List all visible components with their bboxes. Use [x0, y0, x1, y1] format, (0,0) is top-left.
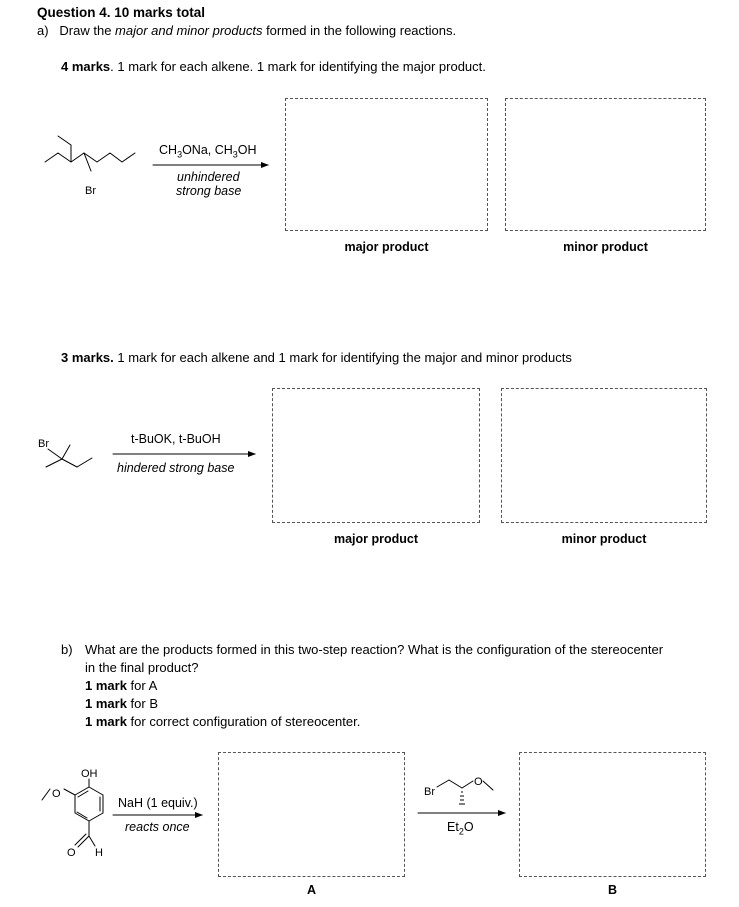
reaction2-marks-text: 1 mark for each alkene and 1 mark for identifying the major and minor products	[113, 350, 572, 365]
step1-condition: reacts once	[125, 820, 190, 834]
reaction1-substrate	[45, 136, 135, 171]
step1-reagent: NaH (1 equiv.)	[118, 796, 198, 810]
mark-a-bold: 1 mark	[85, 678, 127, 693]
reaction2-condition: hindered strong base	[117, 461, 235, 475]
mark-a-text: for A	[126, 678, 158, 693]
reaction1-condition-line2: strong base	[176, 184, 242, 198]
mark-b-text: for B	[126, 696, 158, 711]
product-b-label: B	[607, 883, 618, 897]
part-b-label: b)	[61, 642, 73, 657]
part-a-label: a)	[37, 23, 49, 38]
reaction1-br-atom: Br	[85, 185, 96, 197]
part-a-prompt-end: formed in the following reactions.	[262, 23, 457, 38]
vanillin-methoxy-o-atom: O	[52, 788, 61, 800]
mark-b-bold: 1 mark	[85, 696, 127, 711]
reagent1-sub2: 3	[232, 149, 238, 160]
reagent1-mid: ONa, CH	[182, 143, 233, 157]
mark-c-text: for correct configuration of stereocenter.	[126, 714, 361, 729]
vanillin-oh-atom: OH	[81, 768, 98, 780]
product-a-label: A	[306, 883, 317, 897]
reaction2-minor-label: minor product	[561, 532, 647, 546]
reaction2-br-atom: Br	[38, 438, 49, 450]
vanillin-aldehyde-h-atom: H	[95, 847, 103, 859]
reaction2-major-label: major product	[333, 532, 419, 546]
epoxide-o-atom: O	[474, 776, 483, 788]
part-a-prompt-start: Draw the	[59, 23, 116, 38]
reagent1-oh: OH	[237, 143, 257, 157]
part-b-prompt-line1: What are the products formed in this two-step reaction? What is the configuration of the stereocenter	[85, 642, 664, 657]
solvent-et: Et	[447, 820, 459, 834]
reaction2-reagent: t-BuOK, t-BuOH	[131, 432, 221, 446]
reaction2-marks-bold: 3 marks.	[61, 350, 114, 365]
reaction1-minor-label: minor product	[563, 240, 648, 254]
reaction2-substrate	[46, 445, 92, 467]
reagent1-sub1: 3	[177, 149, 183, 160]
reaction1-major-label: major product	[344, 240, 429, 254]
part-a-prompt-emphasis: major and minor products	[115, 23, 263, 38]
epoxide-reagent	[437, 780, 493, 790]
epoxide-br-atom: Br	[424, 786, 435, 798]
reaction1-marks-text: . 1 mark for each alkene. 1 mark for identifying the major product.	[110, 59, 486, 74]
solvent-sub: 2	[458, 826, 464, 837]
reaction1-condition-line1: unhindered	[177, 170, 240, 184]
solvent-o: O	[463, 820, 474, 834]
question-title: Question 4. 10 marks total	[37, 5, 206, 20]
reagent1-ch: CH	[159, 143, 178, 157]
vanillin-aldehyde-o-atom: O	[67, 847, 76, 859]
part-b-prompt-line2: in the final product?	[85, 660, 199, 675]
hashed-wedge	[459, 792, 465, 804]
reaction1-marks-bold: 4 marks	[61, 59, 111, 74]
mark-c-bold: 1 mark	[85, 714, 127, 729]
